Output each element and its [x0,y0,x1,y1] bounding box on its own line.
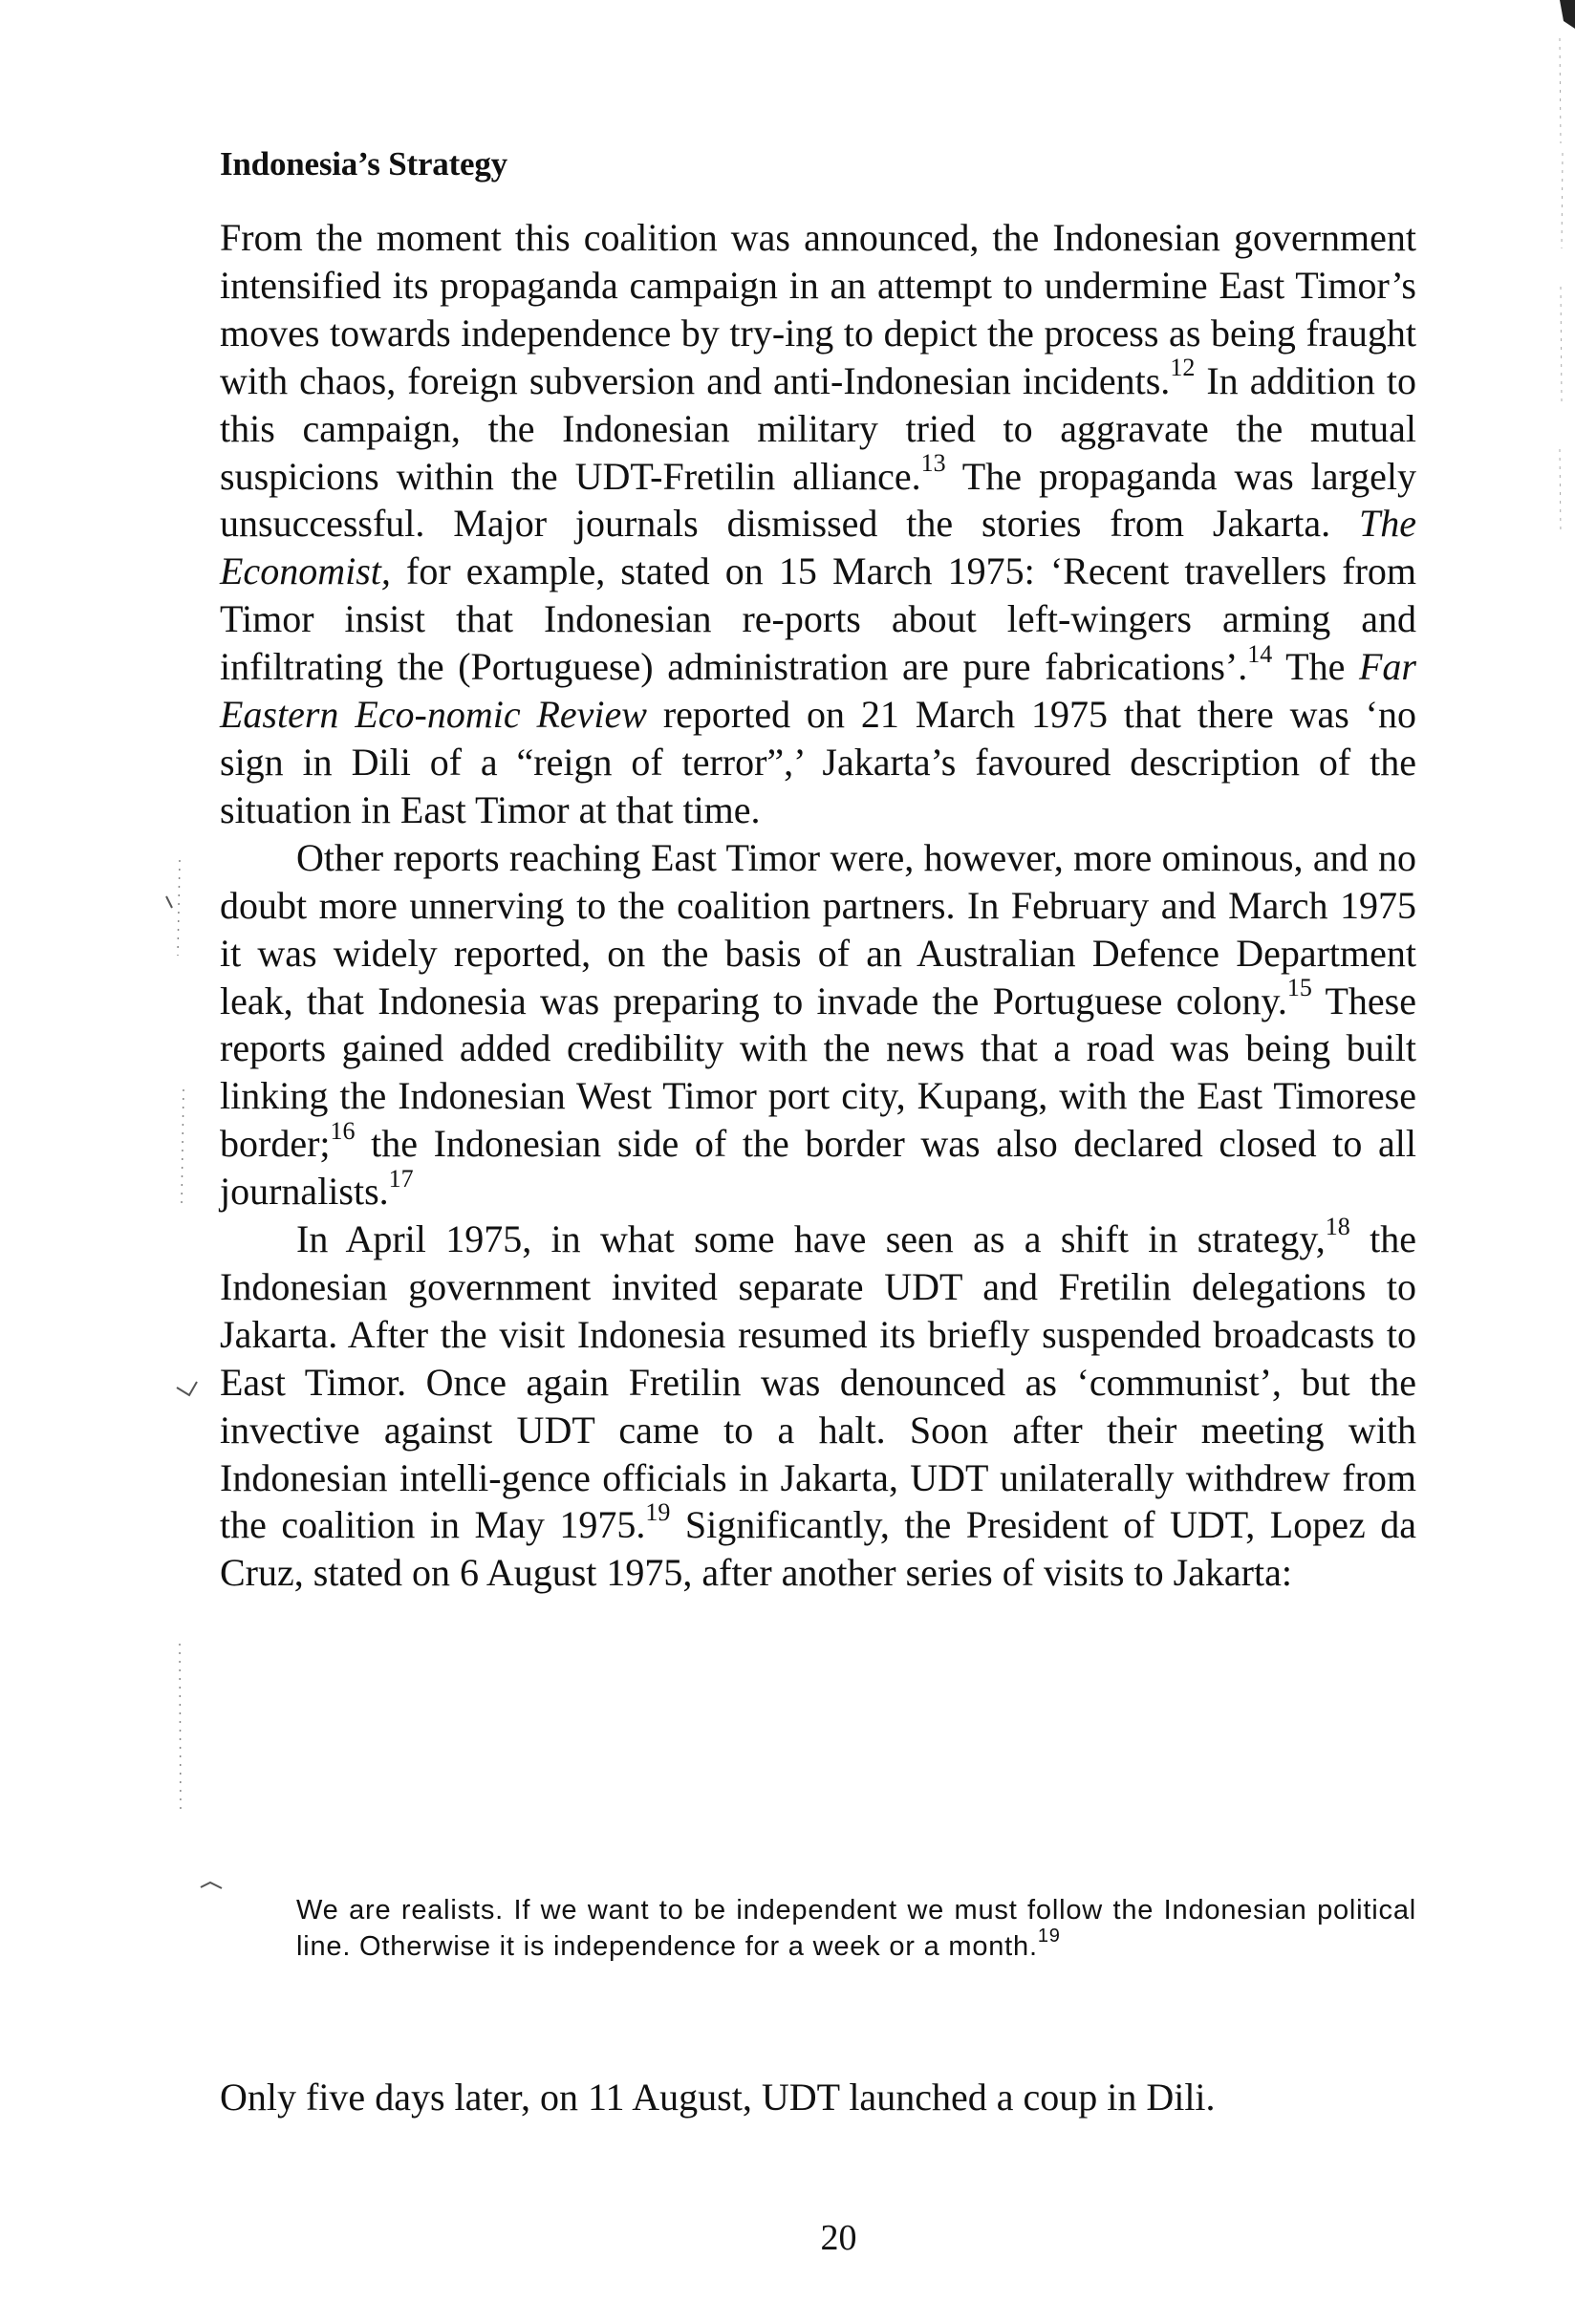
footnote-ref-18: 18 [1325,1212,1350,1240]
block-quote-text: We are realists. If we want to be independent we must follow the Indonesian political line. Otherwise it is independence for a week or a month. [296,1895,1416,1962]
paragraph-1-text: From the moment this coalition was announced, the Indonesian government intensified its propaganda campaign in an attempt to undermine East Timor’s moves towards independence by try-ing to depict the process as being fraught with chaos, foreign subversion and anti-Indonesian incidents. [220,216,1416,402]
left-margin-scan-mark [178,860,183,1816]
footnote-ref-12: 12 [1170,354,1196,382]
paragraph-3 [220,1212,1417,1597]
corner-scan-mark [1560,0,1575,29]
footnote-ref-19: 19 [645,1498,671,1527]
paragraph-1-text: reported on 21 March 1975 that there was ‘no sign in Dili of a “reign of terror”,’ Jakarta’s favoured description of the situation in East Timor at that time. [220,693,1416,831]
right-edge-scan-mark [1560,38,1563,535]
footnote-ref-13: 13 [920,449,946,478]
publication-title: The Economist, [220,502,1416,593]
footnote-ref-19: 19 [1037,1926,1061,1947]
footnote-ref-14: 14 [1247,639,1273,668]
paragraph-2-text: the Indonesian side of the border was also declared closed to all journalists. [220,1122,1416,1214]
block-quote [296,1892,1416,1965]
page-number: 20 [820,2218,857,2258]
paragraph-3-text: In April 1975, in what some have seen as a shift in strategy, [296,1217,1326,1261]
left-margin-tick-mark [166,896,222,1888]
paragraph-1-text: The [1272,645,1359,689]
paragraph-2 [220,834,1416,1216]
section-heading: Indonesia’s Strategy [220,145,507,183]
paragraph-1 [220,214,1416,834]
paragraph-3-text: Significantly, the President of UDT, Lopez da Cruz, stated on 6 August 1975, after another series of visits to Jakarta: [220,1503,1417,1595]
closing-sentence: Only five days later, on 11 August, UDT launched a coup in Dili. [220,2076,1216,2119]
publication-title: Far Eastern Eco-nomic Review [220,645,1416,737]
footnote-ref-15: 15 [1286,974,1312,1002]
footnote-ref-16: 16 [330,1116,356,1145]
paragraph-2-text: Other reports reaching East Timor were, however, more ominous, and no doubt more unnerving to the coalition partners. In February and March 1975 it was widely reported, on the basis of an Australian Defence Department leak, that Indonesia was preparing to invade the Portuguese colony. [220,835,1416,1022]
footnote-ref-17: 17 [388,1164,414,1193]
paragraph-1-text: In addition to this campaign, the Indonesian military tried to aggravate the mutual suspicions within the UDT-Fretilin alliance. [220,358,1416,498]
body-text [220,214,1416,1597]
paragraph-1-text: for example, stated on 15 March 1975: ‘Recent travellers from Timor insist that Indonesian re-ports about left-wingers arming and infiltrating the (Portuguese) administration are pure fabrications’. [220,549,1416,689]
paragraph-3-text: the Indonesian government invited separate UDT and Fretilin delegations to Jakarta. After the visit Indonesia resumed its briefly suspended broadcasts to East Timor. Once again Fretilin was denounced as ‘communist’, but the invective against UDT came to a halt. Soon after their meeting with Indonesian intelli-gence officials in Jakarta, UDT unilaterally withdrew from the coalition in May 1975. [220,1217,1416,1547]
paragraph-2-text: These reports gained added credibility with the news that a road was being built linking the Indonesian West Timor port city, Kupang, with the East Timorese border; [220,979,1416,1166]
paragraph-1-text: The propaganda was largely unsuccessful. Major journals dismissed the stories from Jakarta. [220,454,1416,546]
